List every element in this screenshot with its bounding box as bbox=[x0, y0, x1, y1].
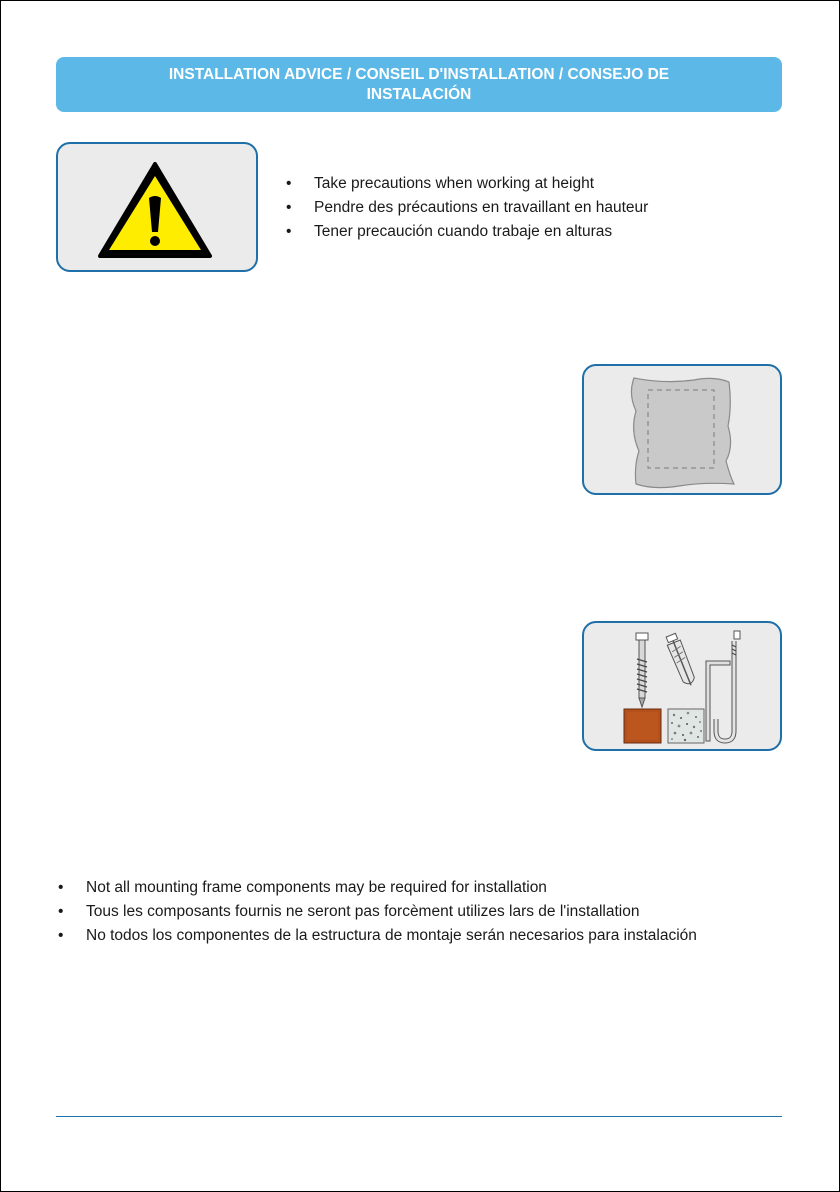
j-bolt-icon bbox=[716, 631, 740, 741]
fixings-card bbox=[582, 621, 782, 751]
coach-screw-icon bbox=[636, 633, 648, 707]
warning-triangle-icon bbox=[58, 144, 256, 270]
concrete-material-icon bbox=[668, 709, 704, 743]
list-item: • Take precautions when working at height bbox=[284, 172, 784, 196]
warning-card bbox=[56, 142, 258, 272]
list-item: • Tous les composants fournis ne seront pas forcèment utilizes lars de l'installation bbox=[56, 900, 796, 924]
list-item: • Tener precaución cuando trabaje en alturas bbox=[284, 220, 784, 244]
footer-rule bbox=[56, 1116, 782, 1117]
sleeve-anchor-icon bbox=[664, 633, 697, 688]
list-item: • Pendre des précautions en travaillant en hauteur bbox=[284, 196, 784, 220]
header-title: INSTALLATION ADVICE / CONSEIL D'INSTALLATION / CONSEJO DE INSTALACIÓN bbox=[168, 65, 670, 103]
list-item: • Not all mounting frame components may be required for installation bbox=[56, 876, 796, 900]
height-warning-list bbox=[284, 172, 784, 244]
surface-card bbox=[582, 364, 782, 495]
fixings-and-materials-icon bbox=[584, 623, 780, 749]
list-item: • No todos los componentes de la estructura de montaje serán necesarios para instalación bbox=[56, 924, 736, 948]
components-note-list bbox=[56, 876, 796, 948]
header-banner bbox=[56, 57, 782, 112]
mounting-surface-icon bbox=[584, 366, 780, 493]
